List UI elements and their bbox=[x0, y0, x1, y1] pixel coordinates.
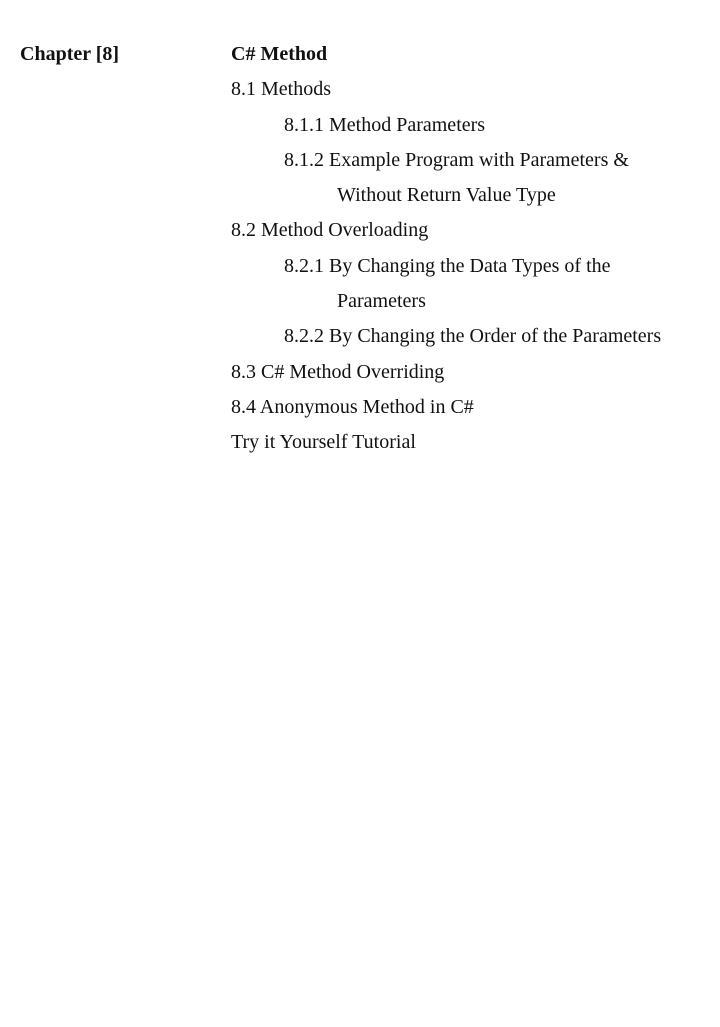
chapter-title: C# Method bbox=[231, 43, 328, 65]
toc-entry-8-2: 8.2 Method Overloading bbox=[231, 219, 429, 241]
toc-entry-8-3: 8.3 C# Method Overriding bbox=[231, 361, 445, 383]
toc-entry-8-1-2-continuation: Without Return Value Type bbox=[337, 184, 556, 206]
toc-entry-8-2-2: 8.2.2 By Changing the Order of the Parameters bbox=[284, 325, 662, 347]
toc-entry-8-4: 8.4 Anonymous Method in C# bbox=[231, 396, 474, 418]
chapter-label: Chapter [8] bbox=[20, 43, 120, 65]
toc-entry-8-2-1: 8.2.1 By Changing the Data Types of the bbox=[284, 255, 611, 277]
toc-entry-8-1: 8.1 Methods bbox=[231, 78, 331, 100]
toc-entry-8-2-1-continuation: Parameters bbox=[337, 290, 426, 312]
toc-entry-8-1-1: 8.1.1 Method Parameters bbox=[284, 114, 486, 136]
toc-entry-try-it-yourself: Try it Yourself Tutorial bbox=[231, 431, 416, 453]
toc-entry-8-1-2: 8.1.2 Example Program with Parameters & bbox=[284, 149, 629, 171]
